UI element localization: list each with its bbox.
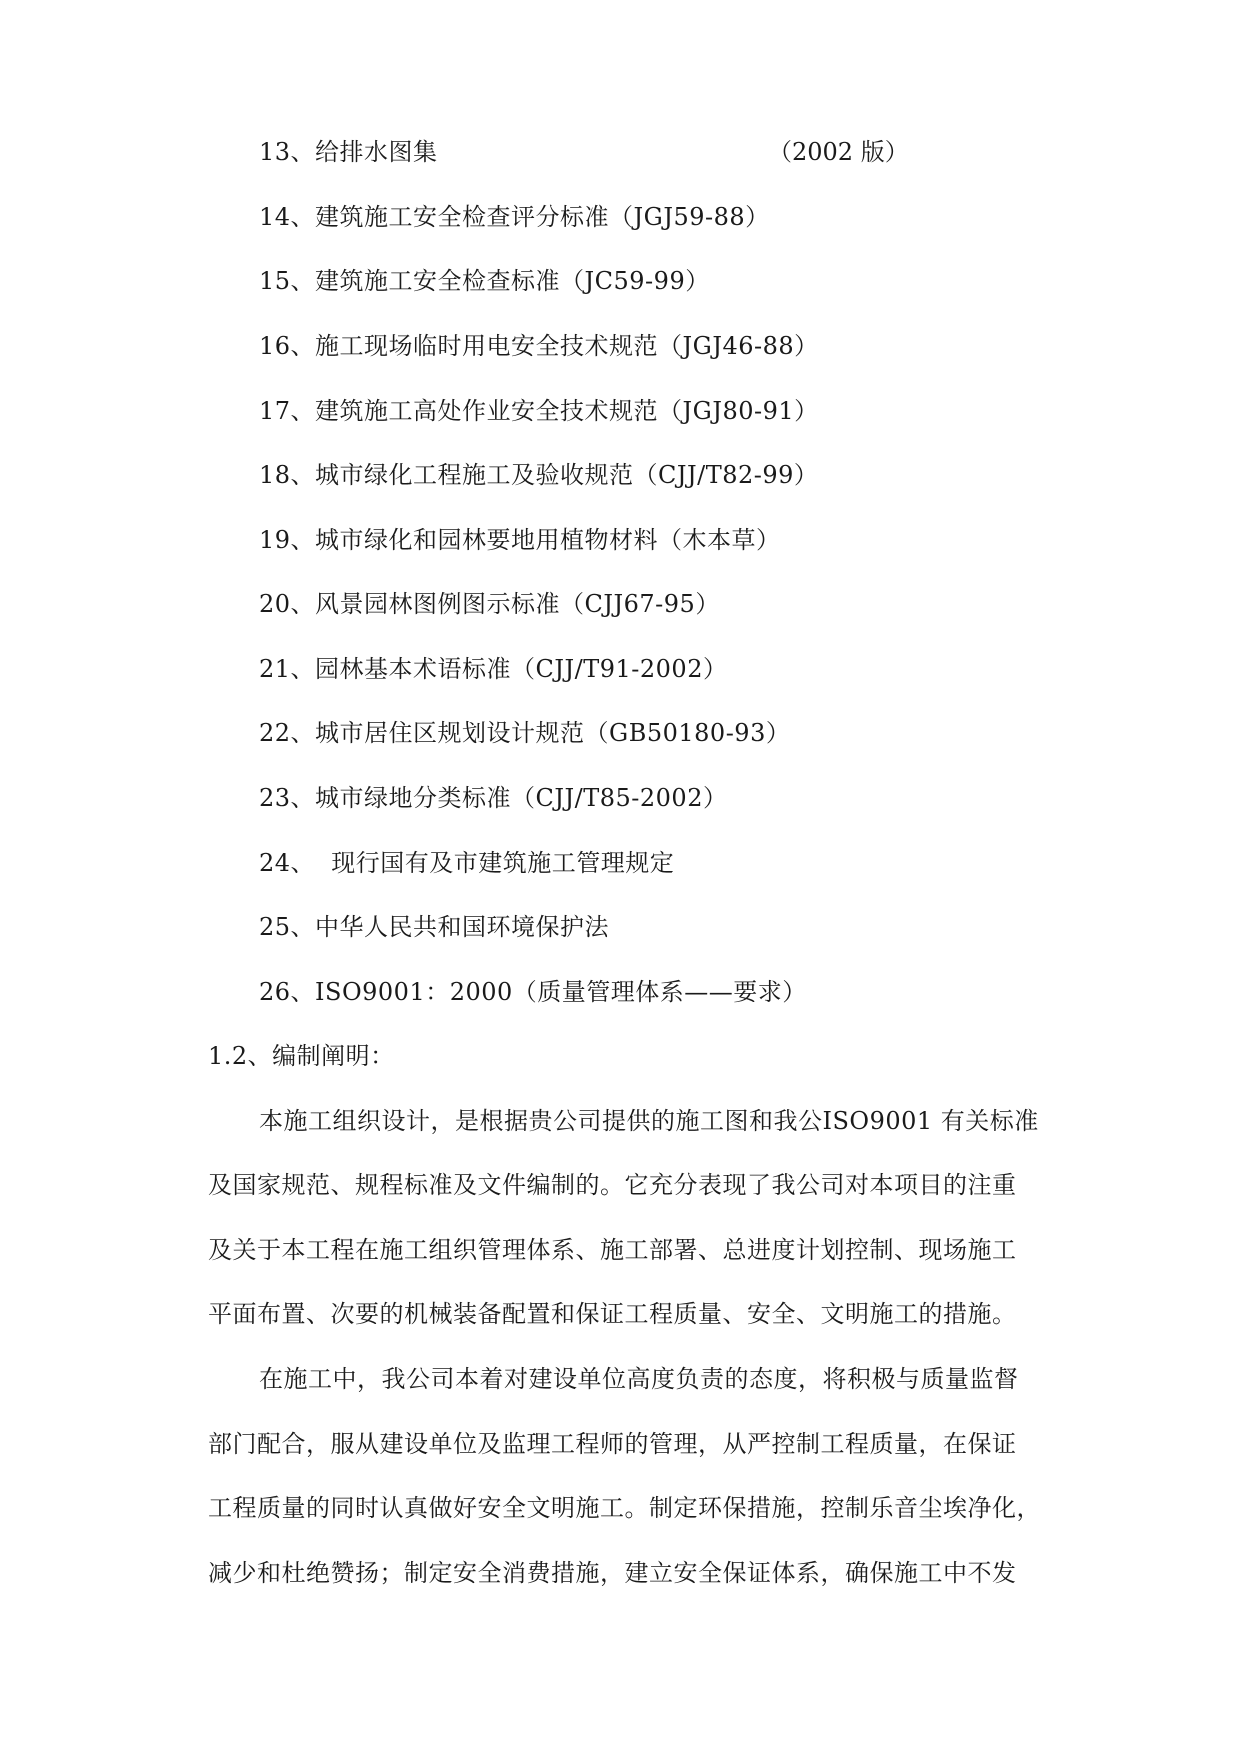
reference-item-15: 15、建筑施工安全检查标准（JC59-99）	[259, 267, 710, 295]
reference-item-23: 23、城市绿地分类标准（CJJ/T85-2002）	[259, 784, 728, 812]
reference-item-13: 13、给排水图集	[259, 138, 438, 166]
paragraph-2-line-2: 部门配合，服从建设单位及监理工程师的管理，从严控制工程质量，在保证	[208, 1430, 1017, 1458]
paragraph-2-line-3: 工程质量的同时认真做好安全文明施工。制定环保措施，控制乐音尘埃净化，	[208, 1494, 1041, 1522]
reference-item-16: 16、施工现场临时用电安全技术规范（JGJ46-88）	[259, 332, 819, 360]
paragraph-1-line-3: 及关于本工程在施工组织管理体系、施工部署、总进度计划控制、现场施工	[208, 1236, 1017, 1264]
paragraph-1-line-1: 本施工组织设计，是根据贵公司提供的施工图和我公ISO9001 有关标准	[259, 1107, 1039, 1135]
paragraph-1-line-2: 及国家规范、规程标准及文件编制的。它充分表现了我公司对本项目的注重	[208, 1171, 1017, 1199]
reference-item-24: 24、 现行国有及市建筑施工管理规定	[259, 849, 675, 877]
section-heading: 1.2、编制阐明：	[208, 1042, 395, 1070]
reference-item-25: 25、中华人民共和国环境保护法	[259, 913, 610, 941]
reference-item-22: 22、城市居住区规划设计规范（GB50180-93）	[259, 719, 791, 747]
reference-item-20: 20、风景园林图例图示标准（CJJ67-95）	[259, 590, 720, 618]
paragraph-2-line-1: 在施工中，我公司本着对建设单位高度负责的态度，将积极与质量监督	[259, 1365, 1019, 1393]
reference-item-19: 19、城市绿化和园林要地用植物材料（木本草）	[259, 526, 781, 554]
edition-note: （2002 版）	[768, 138, 909, 166]
reference-item-26: 26、ISO9001：2000（质量管理体系——要求）	[259, 978, 807, 1006]
paragraph-2-line-4: 减少和杜绝赞扬；制定安全消费措施，建立安全保证体系，确保施工中不发	[208, 1559, 1017, 1587]
reference-item-21: 21、园林基本术语标准（CJJ/T91-2002）	[259, 655, 728, 683]
reference-item-14: 14、建筑施工安全检查评分标准（JGJ59-88）	[259, 203, 770, 231]
paragraph-1-line-4: 平面布置、次要的机械装备配置和保证工程质量、安全、文明施工的措施。	[208, 1300, 1017, 1328]
reference-item-18: 18、城市绿化工程施工及验收规范（CJJ/T82-99）	[259, 461, 819, 489]
reference-item-17: 17、建筑施工高处作业安全技术规范（JGJ80-91）	[259, 397, 819, 425]
